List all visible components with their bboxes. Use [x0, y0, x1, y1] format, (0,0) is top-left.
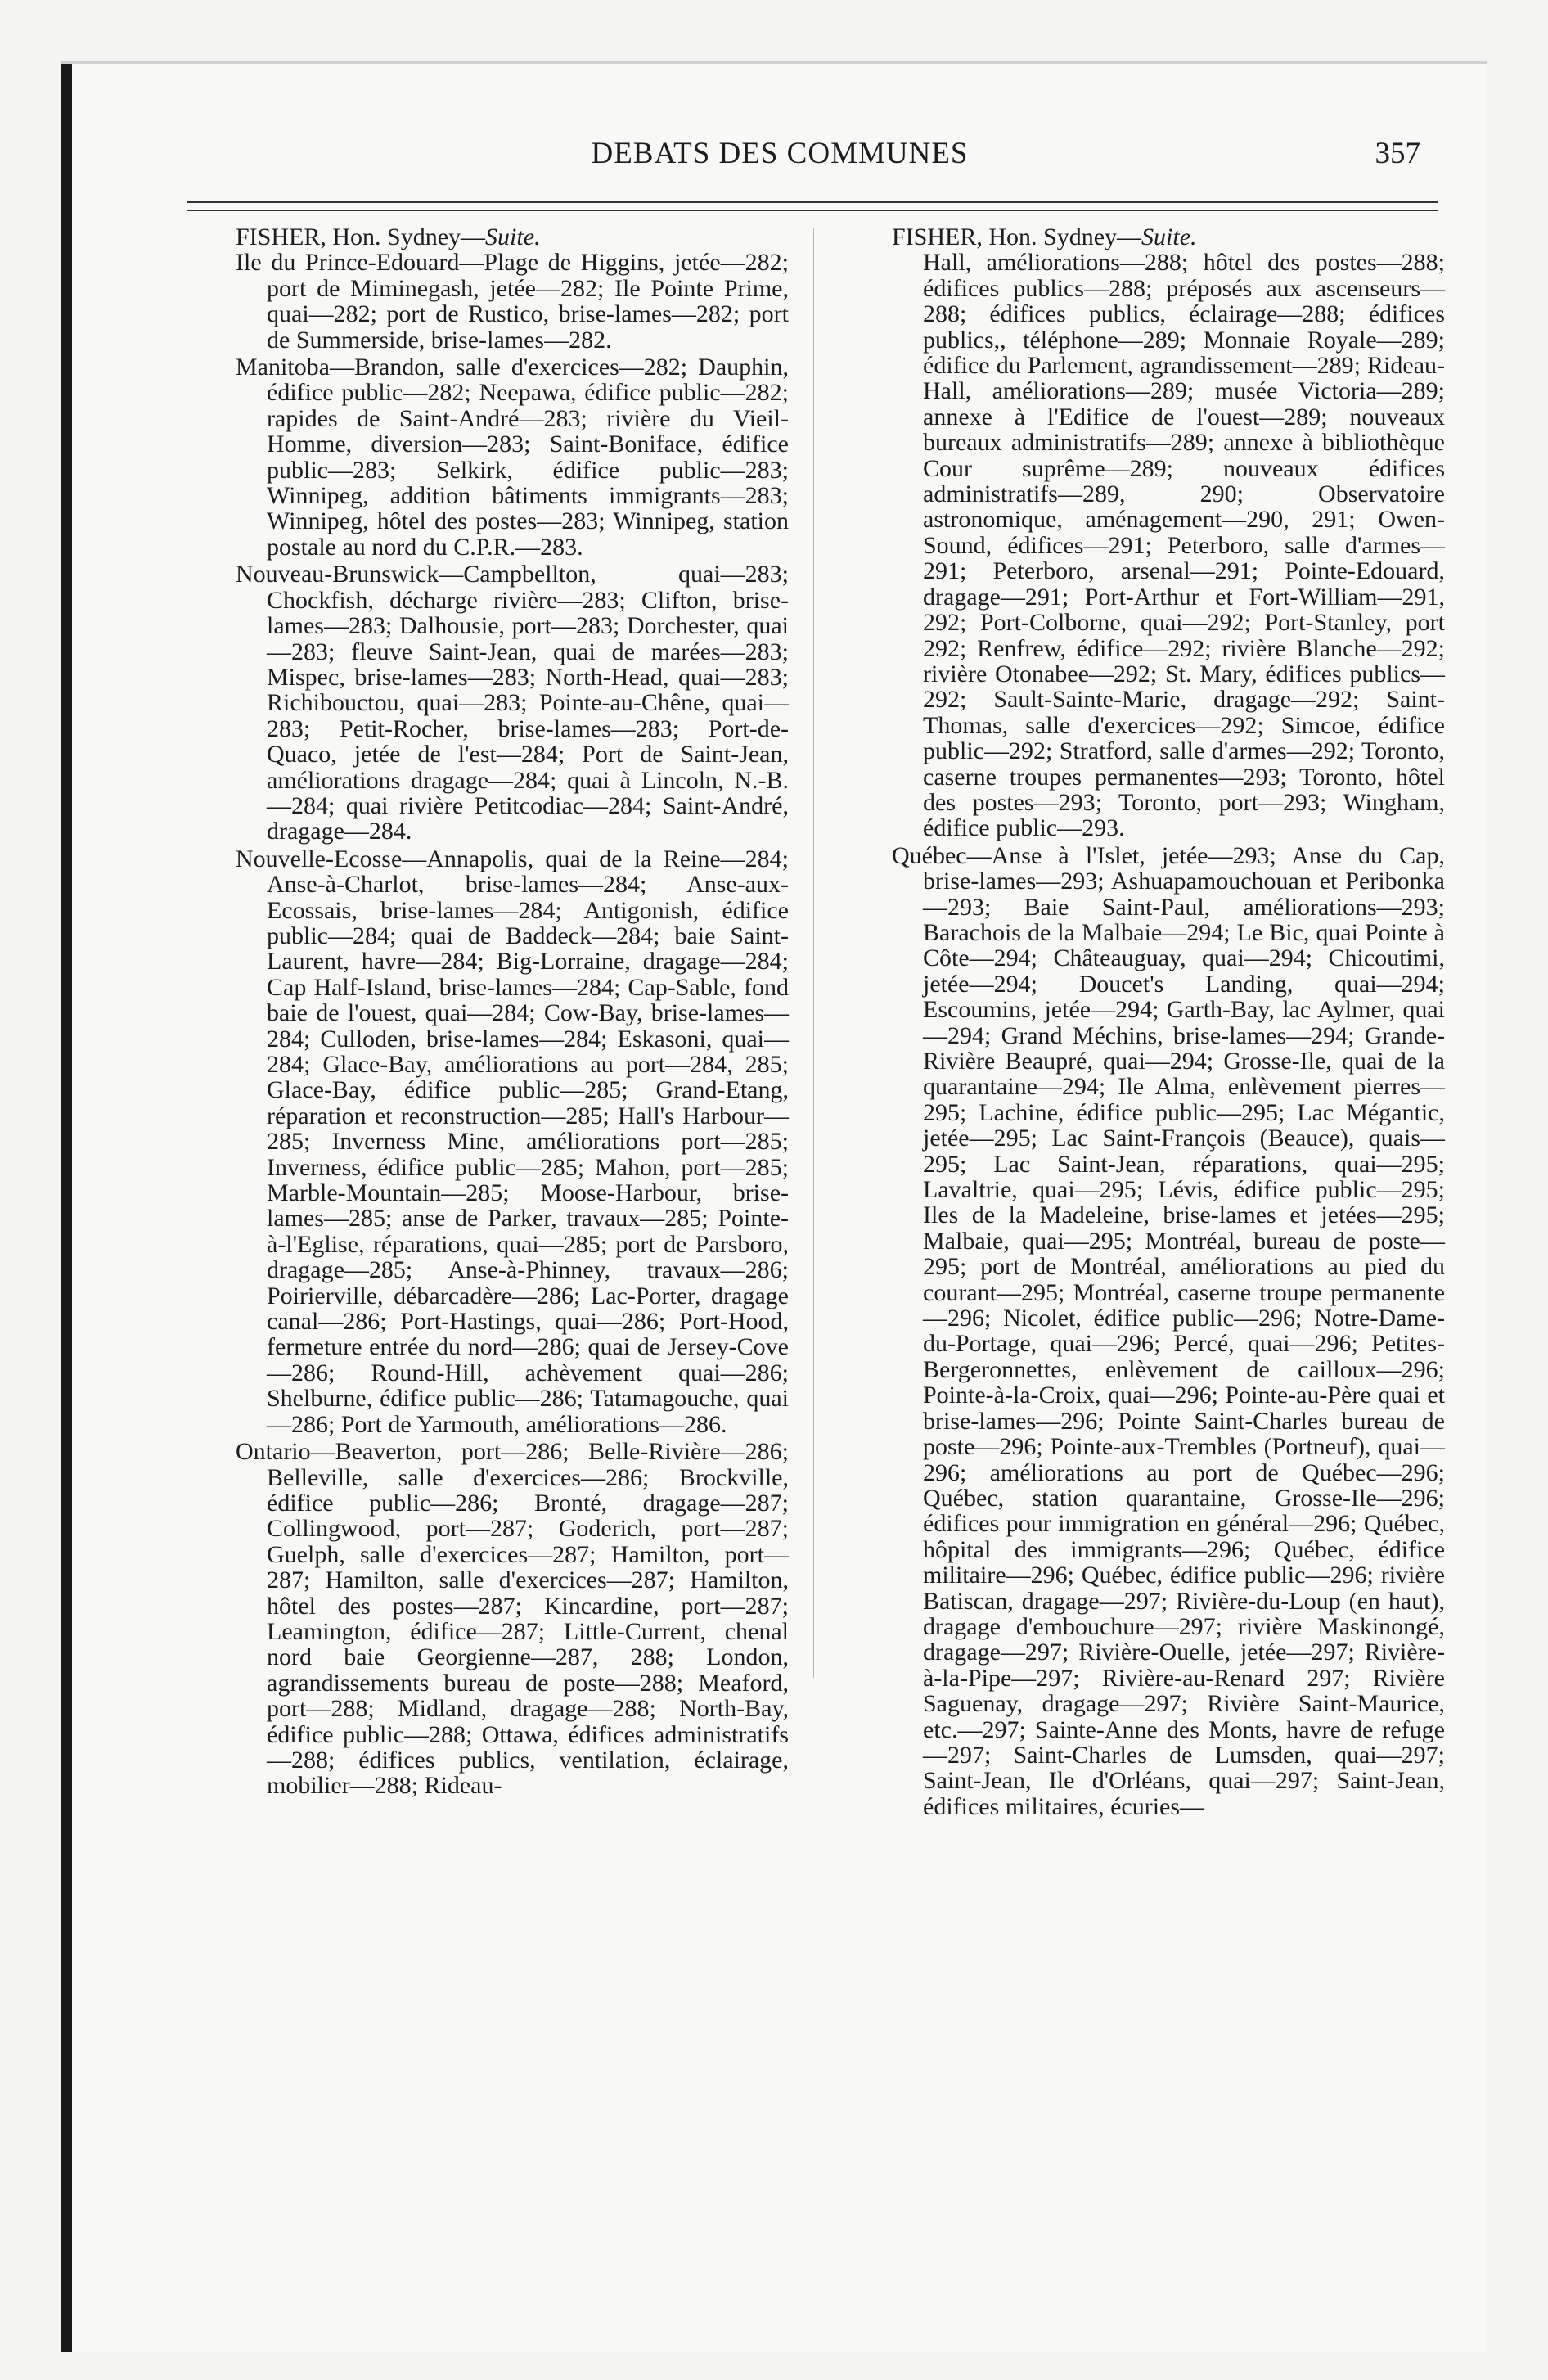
- entry-nouveau-brunswick: Nouveau-Brunswick—Campbellton, quai—283; Chockfish, décharge rivière—283; Clifton, brise-lames—283; Dalhousie, port—283; Dorchester, quai—283; fleuve Saint-Jean, quai de marées—283; Mispec, brise-lames—283; North-Head, quai—283; Richibouctou, quai—283; Pointe-au-Chêne, quai—283; Petit-Rocher, brise-lames—283; Port-de-Quaco, jetée de l'est—284; Port de Saint-Jean, améliorations dragage—284; quai à Lincoln, N.-B.—284; quai rivière Petitcodiac—284; Saint-André, dragage—284.: [236, 561, 789, 845]
- running-title: DEBATS DES COMMUNES: [591, 137, 969, 170]
- page-number: 357: [1375, 137, 1420, 170]
- heading-suffix: Suite.: [1141, 223, 1197, 250]
- page-header: [72, 136, 1487, 185]
- entry-ontario-continued: Hall, améliorations—288; hôtel des postes—288; édifices publics—288; préposés aux ascenseurs—288; édifices publics, éclairage—288; édifices publics,, téléphone—289; Monnaie Royale—289; édifice du Parlement, agrandissement—289; Rideau-Hall, améliorations—289; musée Victoria—289; annexe à l'Edifice de l'ouest—289; nouveaux bureaux administratifs—289; annexe à bibliothèque Cour suprême—289; nouveaux édifices administratifs—289, 290; Observatoire astronomique, aménagement—290, 291; Owen-Sound, édifices—291; Peterboro, salle d'armes—291; Peterboro, arsenal—291; Pointe-Edouard, dragage—291; Port-Arthur et Fort-William—291, 292; Port-Colborne, quai—292; Port-Stanley, port 292; Renfrew, édifice—292; rivière Blanche—292; rivière Otonabee—292; St. Mary, édifices publics—292; Sault-Sainte-Marie, dragage—292; Saint-Thomas, salle d'exercices—292; Simcoe, édifice public—292; Stratford, salle d'armes—292; Toronto, caserne troupes permanentes—293; Toronto, hôtel des postes—293; Toronto, port—293; Wingham, édifice public—293.: [923, 249, 1445, 842]
- right-column: [892, 224, 1445, 1819]
- entry-ile-du-prince-edouard: Ile du Prince-Edouard—Plage de Higgins, jetée—282; port de Miminegash, jetée—282; Ile Pointe Prime, quai—282; port de Rustico, brise-lames—282; port de Summerside, brise-lames—282.: [236, 249, 789, 354]
- header-rule-top: [187, 201, 1438, 203]
- scan-margin-bar: [61, 61, 72, 2352]
- document-page: [72, 64, 1487, 2352]
- heading-suffix: Suite.: [485, 223, 541, 250]
- entry-manitoba: Manitoba—Brandon, salle d'exercices—282; Dauphin, édifice public—282; Neepawa, édifice public—282; rapides de Saint-André—283; rivière du Vieil-Homme, diversion—283; Saint-Boniface, édifice public—283; Selkirk, édifice public—283; Winnipeg, addition bâtiments immigrants—283; Winnipeg, hôtel des postes—283; Winnipeg, station postale au nord du C.P.R.—283.: [236, 354, 789, 561]
- header-rule-bottom: [187, 210, 1438, 211]
- entry-nouvelle-ecosse: Nouvelle-Ecosse—Annapolis, quai de la Reine—284; Anse-à-Charlot, brise-lames—284; Anse-aux-Ecossais, brise-lames—284; Antigonish, édifice public—284; quai de Baddeck—284; baie Saint-Laurent, havre—284; Big-Lorraine, dragage—284; Cap Half-Island, brise-lames—284; Cap-Sable, fond baie de l'ouest, quai—284; Cow-Bay, brise-lames—284; Culloden, brise-lames—284; Eskasoni, quai—284; Glace-Bay, améliorations au port—284, 285; Glace-Bay, édifice public—285; Grand-Etang, réparation et reconstruction—285; Hall's Harbour—285; Inverness Mine, améliorations port—285; Inverness, édifice public—285; Mahon, port—285; Marble-Mountain—285; Moose-Harbour, brise-lames—285; anse de Parker, travaux—285; Pointe-à-l'Eglise, réparations, quai—285; port de Parsboro, dragage—285; Anse-à-Phinney, travaux—286; Poirierville, débarcadère—286; Lac-Porter, dragage canal—286; Port-Hastings, quai—286; Port-Hood, fermeture entrée du nord—286; quai de Jersey-Cove—286; Round-Hill, achèvement quai—286; Shelburne, édifice public—286; Tatamagouche, quai—286; Port de Yarmouth, améliorations—286.: [236, 845, 789, 1438]
- heading-name: FISHER, Hon. Sydney—: [892, 223, 1142, 250]
- left-column-heading: [236, 224, 789, 250]
- column-divider: [813, 228, 814, 1678]
- entry-quebec: Québec—Anse à l'Islet, jetée—293; Anse du Cap, brise-lames—293; Ashuapamouchouan et Peribonka—293; Baie Saint-Paul, améliorations—293; Barachois de la Malbaie—294; Le Bic, quai Pointe à Côte—294; Châteauguay, quai—294; Chicoutimi, jetée—294; Doucet's Landing, quai—294; Escoumins, jetée—294; Garth-Bay, lac Aylmer, quai—294; Grand Méchins, brise-lames—294; Grande-Rivière Beaupré, quai—294; Grosse-Ile, quai de la quarantaine—294; Ile Alma, enlèvement pierres—295; Lachine, édifice public—295; Lac Mégantic, jetée—295; Lac Saint-François (Beauce), quais—295; Lac Saint-Jean, réparations, quai—295; Lavaltrie, quai—295; Lévis, édifice public—295; Iles de la Madeleine, brise-lames et jetées—295; Malbaie, quai—295; Montréal, bureau de poste—295; port de Montréal, améliorations au pied du courant—295; Montréal, caserne troupe permanente—296; Nicolet, édifice public—296; Notre-Dame-du-Portage, quai—296; Percé, quai—296; Petites-Bergeronnettes, enlèvement de cailloux—296; Pointe-à-la-Croix, quai—296; Pointe-au-Père quai et brise-lames—296; Pointe Saint-Charles bureau de poste—296; Pointe-aux-Trembles (Portneuf), quai—296; améliorations au port de Québec—296; Québec, station quarantaine, Grosse-Ile—296; édifices pour immigration en général—296; Québec, hôpital des immigrants—296; Québec, édifice militaire—296; Québec, édifice public—296; rivière Batiscan, dragage—297; Rivière-du-Loup (en haut), dragage d'embouchure—297; rivière Maskinongé, dragage—297; Rivière-Ouelle, jetée—297; Rivière-à-la-Pipe—297; Rivière-au-Renard 297; Rivière Saguenay, dragage—297; Rivière Saint-Maurice, etc.—297; Sainte-Anne des Monts, havre de refuge—297; Saint-Charles de Lumsden, quai—297; Saint-Jean, Ile d'Orléans, quai—297; Saint-Jean, édifices militaires, écuries—: [892, 841, 1445, 1820]
- heading-name: FISHER, Hon. Sydney—: [236, 223, 486, 250]
- right-column-heading: [892, 224, 1445, 250]
- left-column: [236, 224, 789, 1799]
- entry-ontario: Ontario—Beaverton, port—286; Belle-Rivière—286; Belleville, salle d'exercices—286; Brockville, édifice public—286; Bronté, dragage—287; Collingwood, port—287; Goderich, port—287; Guelph, salle d'exercices—287; Hamilton, port—287; Hamilton, salle d'exercices—287; Hamilton, hôtel des postes—287; Kincardine, port—287; Leamington, édifice—287; Little-Current, chenal nord baie Georgienne—287, 288; London, agrandissements bureau de poste—288; Meaford, port—288; Midland, dragage—288; North-Bay, édifice public—288; Ottawa, édifices administratifs—288; édifices publics, ventilation, éclairage, mobilier—288; Rideau-: [236, 1438, 789, 1800]
